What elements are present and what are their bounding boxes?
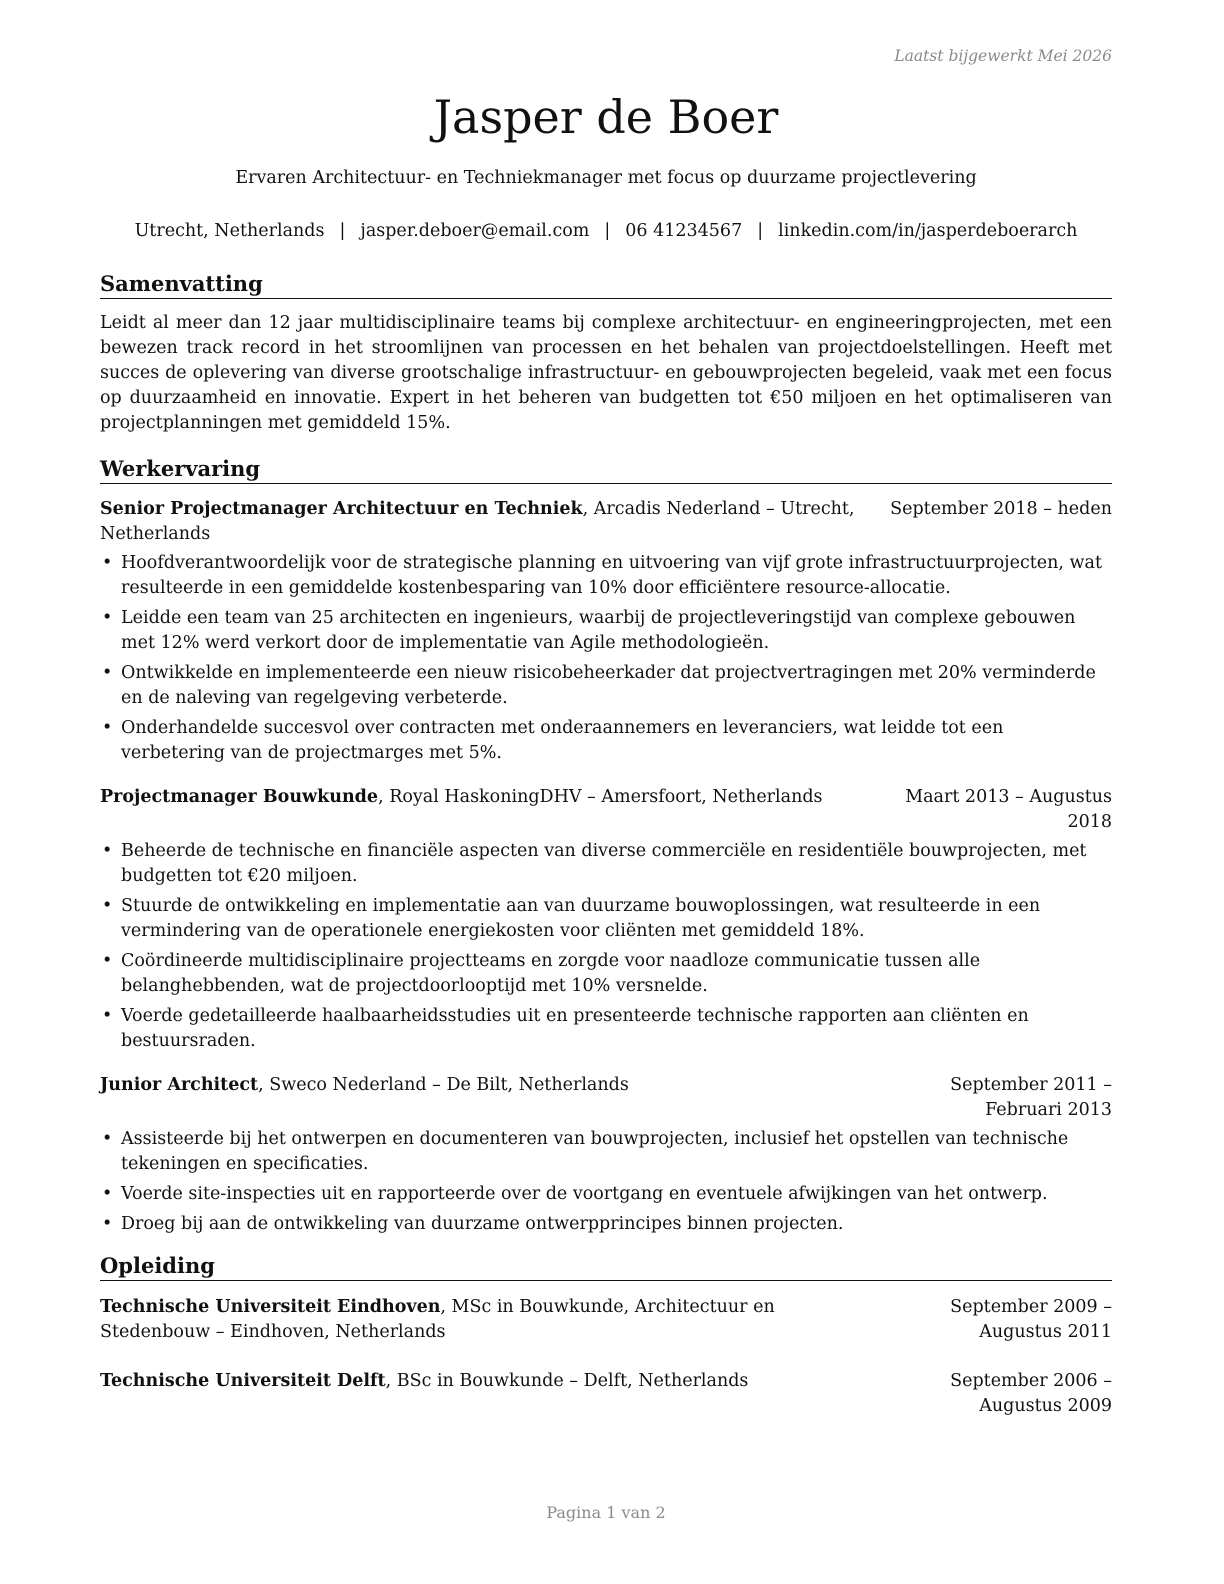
job-header: [100, 785, 1112, 835]
contact-linkedin[interactable]: linkedin.com/in/jasperdeboerarch: [778, 221, 1078, 241]
job-bullet: • Voerde site-inspecties uit en rapporteerde over de voortgang en eventuele afwijkingen van het ontwerp.: [100, 1182, 1112, 1207]
education-details: , MSc in Bouwkunde, Architectuur en Stedenbouw – Eindhoven, Netherlands: [100, 1297, 775, 1342]
tagline: Ervaren Architectuur- en Techniekmanager met focus op duurzame projectlevering: [235, 168, 977, 188]
job-dates: September 2011 – Februari 2013: [950, 1075, 1112, 1120]
section-title-education: Opleiding: [100, 1252, 1112, 1281]
contact-phone: 06 41234567: [625, 221, 743, 241]
job-role: Projectmanager Bouwkunde: [100, 787, 379, 807]
page-number: Pagina 1 van 2: [546, 1503, 666, 1522]
job-bullet: • Stuurde de ontwikkeling en implementatie aan van duurzame bouwoplossingen, wat resulteerde in een vermindering van de operationele energiekosten voor cliënten met gemiddeld 18%.: [100, 894, 1112, 944]
job-bullet: • Coördineerde multidisciplinaire projectteams en zorgde voor naadloze communicatie tussen alle belanghebbenden, wat de projectdoorlooptijd met 10% versnelde.: [100, 949, 1112, 999]
section-title-summary: Samenvatting: [100, 270, 1112, 299]
job-bullet: • Beheerde de technische en financiële aspecten van diverse commerciële en residentiële bouwprojecten, met budgetten tot €20 miljoen.: [100, 839, 1112, 889]
education-entry: [100, 1369, 1112, 1419]
education-school: Technische Universiteit Delft: [100, 1371, 386, 1391]
experience-section: [100, 455, 1112, 1242]
job-entry: [100, 785, 1112, 1054]
contact-separator: |: [339, 221, 346, 241]
education-details: , BSc in Bouwkunde – Delft, Netherlands: [385, 1371, 749, 1391]
job-bullet: • Onderhandelde succesvol over contracten met onderaannemers en leveranciers, wat leidde tot een verbetering van de projectmarges met 5%.: [100, 716, 1112, 766]
job-bullet: • Ontwikkelde en implementeerde een nieuw risicobeheerkader dat projectvertragingen met 20% verminderde en de naleving van regelgeving verbeterde.: [100, 661, 1112, 711]
candidate-name: Jasper de Boer: [433, 90, 779, 144]
job-details: , Royal HaskoningDHV – Amersfoort, Netherlands: [378, 787, 823, 807]
job-role: Junior Architect: [100, 1075, 259, 1095]
contact-line: [100, 219, 1112, 244]
job-bullet: • Leidde een team van 25 architecten en ingenieurs, waarbij de projectleveringstijd van complexe gebouwen met 12% werd verkort door de implementatie van Agile methodologieën.: [100, 606, 1112, 656]
education-school: Technische Universiteit Eindhoven: [100, 1297, 441, 1317]
job-entry: [100, 497, 1112, 766]
contact-separator: |: [604, 221, 611, 241]
job-bullet: • Droeg bij aan de ontwikkeling van duurzame ontwerpprincipes binnen projecten.: [100, 1212, 1112, 1237]
job-bullet: • Hoofdverantwoordelijk voor de strategische planning en uitvoering van vijf grote infrastructuurprojecten, wat resulteerde in een gemiddelde kostenbesparing van 10% door efficiëntere resource-allocatie.: [100, 551, 1112, 601]
section-title-experience: Werkervaring: [100, 455, 1112, 484]
education-dates: September 2006 – Augustus 2009: [950, 1371, 1112, 1416]
last-updated: Laatst bijgewerkt Mei 2026: [894, 47, 1112, 65]
job-bullets: [100, 839, 1112, 1054]
summary-text: Leidt al meer dan 12 jaar multidisciplinaire teams bij complexe architectuur- en engineeringprojecten, met een bewezen track record in het stroomlijnen van processen en het behalen van projectdoelstellingen. Heeft met succes de oplevering van diverse grootschalige infrastructuur- en gebouwprojecten begeleid, vaak met een focus op duurzaamheid en innovatie. Expert in het beheren van budgetten tot €50 miljoen en het optimaliseren van projectplanningen met gemiddeld 15%.: [100, 313, 1112, 433]
job-role: Senior Projectmanager Architectuur en Techniek: [100, 499, 583, 519]
summary-section: [100, 270, 1112, 436]
job-details: , Sweco Nederland – De Bilt, Netherlands: [258, 1075, 629, 1095]
contact-email[interactable]: jasper.deboer@email.com: [360, 221, 590, 241]
job-bullet: • Voerde gedetailleerde haalbaarheidsstudies uit en presenteerde technische rapporten aan cliënten en bestuursraden.: [100, 1004, 1112, 1054]
education-entry: [100, 1295, 1112, 1345]
job-dates: Maart 2013 – Augustus 2018: [905, 787, 1112, 832]
job-entry: [100, 1073, 1112, 1237]
job-dates: September 2018 – heden: [890, 499, 1112, 519]
education-section: [100, 1252, 1112, 1419]
contact-location: Utrecht, Netherlands: [134, 221, 325, 241]
job-bullets: [100, 1127, 1112, 1237]
job-header: [100, 1073, 1112, 1123]
contact-separator: |: [757, 221, 764, 241]
job-details: , Arcadis Nederland – Utrecht, Netherlands: [100, 499, 855, 544]
job-bullets: [100, 551, 1112, 766]
education-dates: September 2009 – Augustus 2011: [950, 1297, 1112, 1342]
job-header: [100, 497, 1112, 547]
resume-page: [100, 0, 1112, 1584]
job-bullet: • Assisteerde bij het ontwerpen en documenteren van bouwprojecten, inclusief het opstellen van technische tekeningen en specificaties.: [100, 1127, 1112, 1177]
